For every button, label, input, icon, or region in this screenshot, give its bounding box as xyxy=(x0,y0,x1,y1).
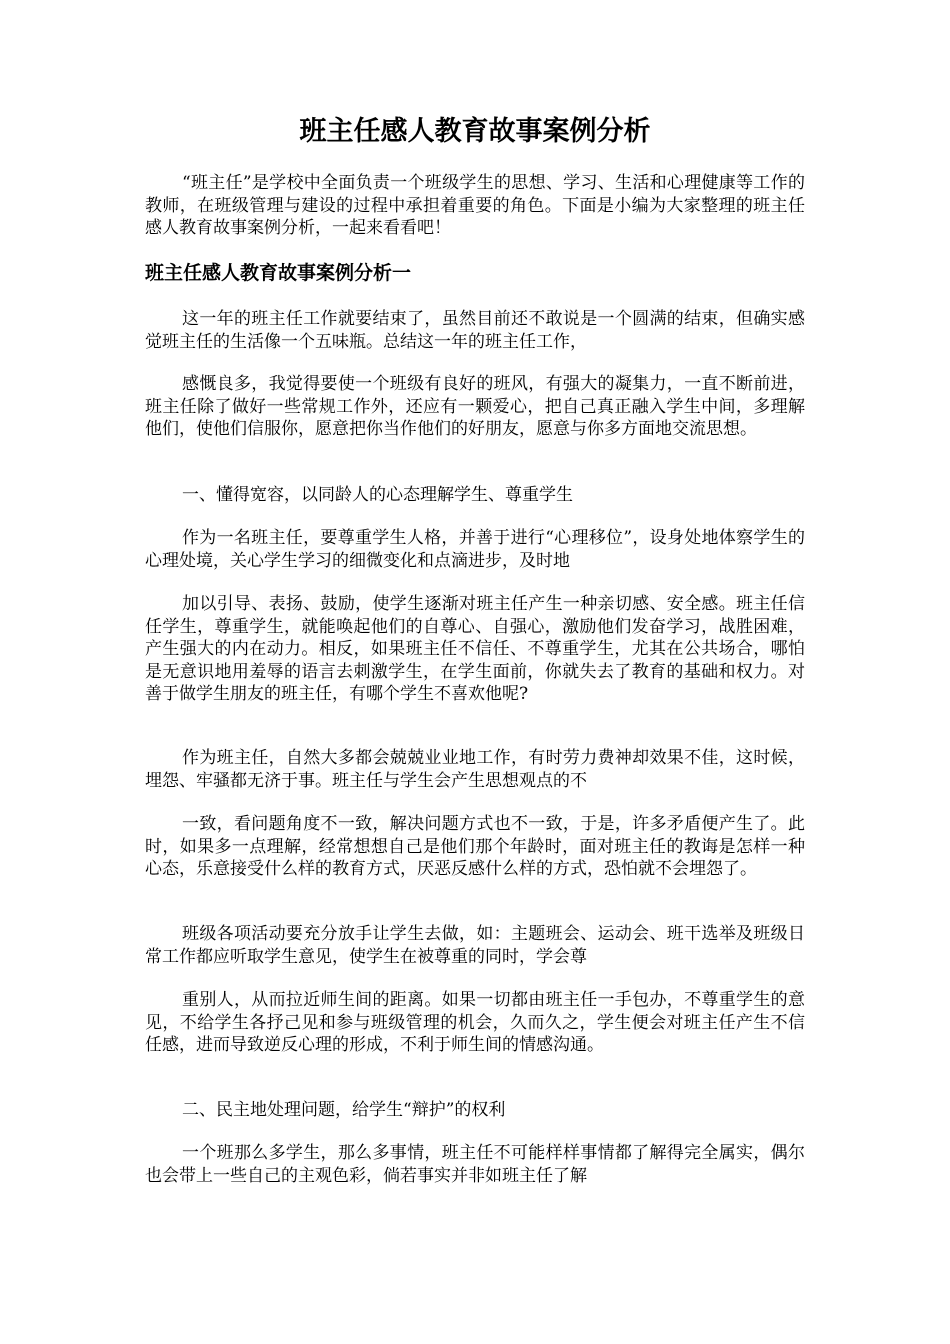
body-paragraph: 作为班主任，自然大多都会兢兢业业地工作，有时劳力费神却效果不佳，这时候，埋怨、牢骚都无济于事。班主任与学生会产生思想观点的不 xyxy=(145,748,805,791)
body-paragraph: 作为一名班主任，要尊重学生人格，并善于进行“心理移位”，设身处地体察学生的心理处境，关心学生学习的细微变化和点滴进步，及时地 xyxy=(145,528,805,571)
body-paragraph: 一个班那么多学生，那么多事情，班主任不可能样样事情都了解得完全属实，偶尔也会带上一些自己的主观色彩，倘若事实并非如班主任了解 xyxy=(145,1143,805,1186)
body-paragraph: 重别人，从而拉近师生间的距离。如果一切都由班主任一手包办，不尊重学生的意见，不给学生各抒己见和参与班级管理的机会，久而久之，学生便会对班主任产生不信任感，进而导致逆反心理的形成，不利于师生间的情感沟通。 xyxy=(145,990,805,1055)
body-paragraph: 这一年的班主任工作就要结束了，虽然目前还不敢说是一个圆满的结束，但确实感觉班主任的生活像一个五味瓶。总结这一年的班主任工作， xyxy=(145,309,805,352)
body-paragraph: 加以引导、表扬、鼓励，使学生逐渐对班主任产生一种亲切感、安全感。班主任信任学生，尊重学生，就能唤起他们的自尊心、自强心，激励他们发奋学习，战胜困难，产生强大的内在动力。相反，如果班主任不信任、不尊重学生，尤其在公共场合，哪怕是无意识地用羞辱的语言去刺激学生，在学生面前，你就失去了教育的基础和权力。对善于做学生朋友的班主任，有哪个学生不喜欢他呢? xyxy=(145,594,805,704)
body-paragraph: 班级各项活动要充分放手让学生去做，如：主题班会、运动会、班干选举及班级日常工作都应听取学生意见，使学生在被尊重的同时，学会尊 xyxy=(145,924,805,967)
subheading-paragraph: 一、懂得宽容，以同龄人的心态理解学生、尊重学生 xyxy=(182,485,573,505)
subheading-paragraph: 二、民主地处理问题，给学生“辩护”的权利 xyxy=(182,1100,506,1120)
body-paragraph: 感慨良多，我觉得要使一个班级有良好的班风，有强大的凝集力，一直不断前进，班主任除了做好一些常规工作外，还应有一颗爱心，把自己真正融入学生中间，多理解他们，使他们信服你，愿意把你当作他们的好朋友，愿意与你多方面地交流思想。 xyxy=(145,374,805,439)
intro-paragraph: “班主任”是学校中全面负责一个班级学生的思想、学习、生活和心理健康等工作的教师，在班级管理与建设的过程中承担着重要的角色。下面是小编为大家整理的班主任感人教育故事案例分析，一起来看看吧！ xyxy=(145,173,805,238)
body-paragraph: 一致，看问题角度不一致，解决问题方式也不一致，于是，许多矛盾便产生了。此时，如果多一点理解，经常想想自己是他们那个年龄时，面对班主任的教诲是怎样一种心态，乐意接受什么样的教育方式，厌恶反感什么样的方式，恐怕就不会埋怨了。 xyxy=(145,814,805,879)
document-title: 班主任感人教育故事案例分析 xyxy=(299,116,651,147)
section-heading: 班主任感人教育故事案例分析一 xyxy=(145,262,412,284)
